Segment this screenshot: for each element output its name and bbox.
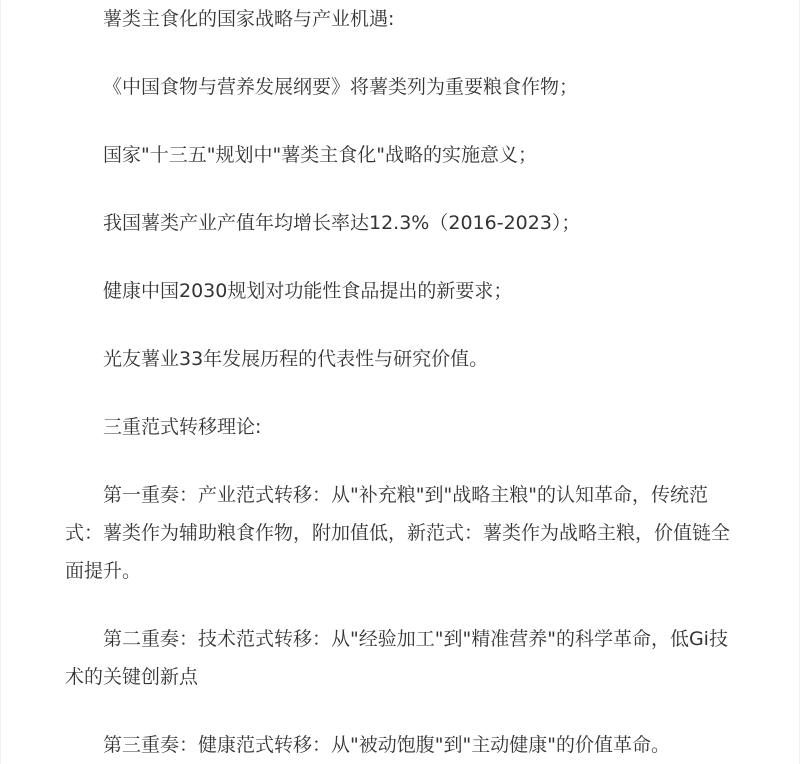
paragraph-third-movement: 第三重奏：健康范式转移：从"被动饱腹"到"主动健康"的价值革命。 [103,734,670,756]
paragraph-food-nutrition-outline: 《中国食物与营养发展纲要》将薯类列为重要粮食作物； [103,76,579,98]
paragraph-second-movement: 第二重奏：技术范式转移：从"经验加工"到"精准营养"的科学革命，低Gi技术的关键创新点 [65,628,728,688]
paragraph-healthy-china-2030: 健康中国2030规划对功能性食品提出的新要求； [103,280,513,302]
paragraph-five-year-plan: 国家"十三五"规划中"薯类主食化"战略的实施意义； [103,144,537,166]
paragraph-triple-paradigm-heading: 三重范式转移理论: [103,416,262,438]
paragraph-industry-growth-rate: 我国薯类产业产值年均增长率达12.3%（2016-2023）； [103,212,581,234]
paragraph-first-movement: 第一重奏：产业范式转移：从"补充粮"到"战略主粮"的认知革命，传统范式：薯类作为辅助粮食作物，附加值低，新范式：薯类作为战略主粮，价值链全面提升。 [65,484,731,582]
paragraph-guangyou-33-years: 光友薯业33年发展历程的代表性与研究价值。 [103,348,489,370]
paragraph-strategy-opportunity-heading: 薯类主食化的国家战略与产业机遇: [103,8,395,30]
